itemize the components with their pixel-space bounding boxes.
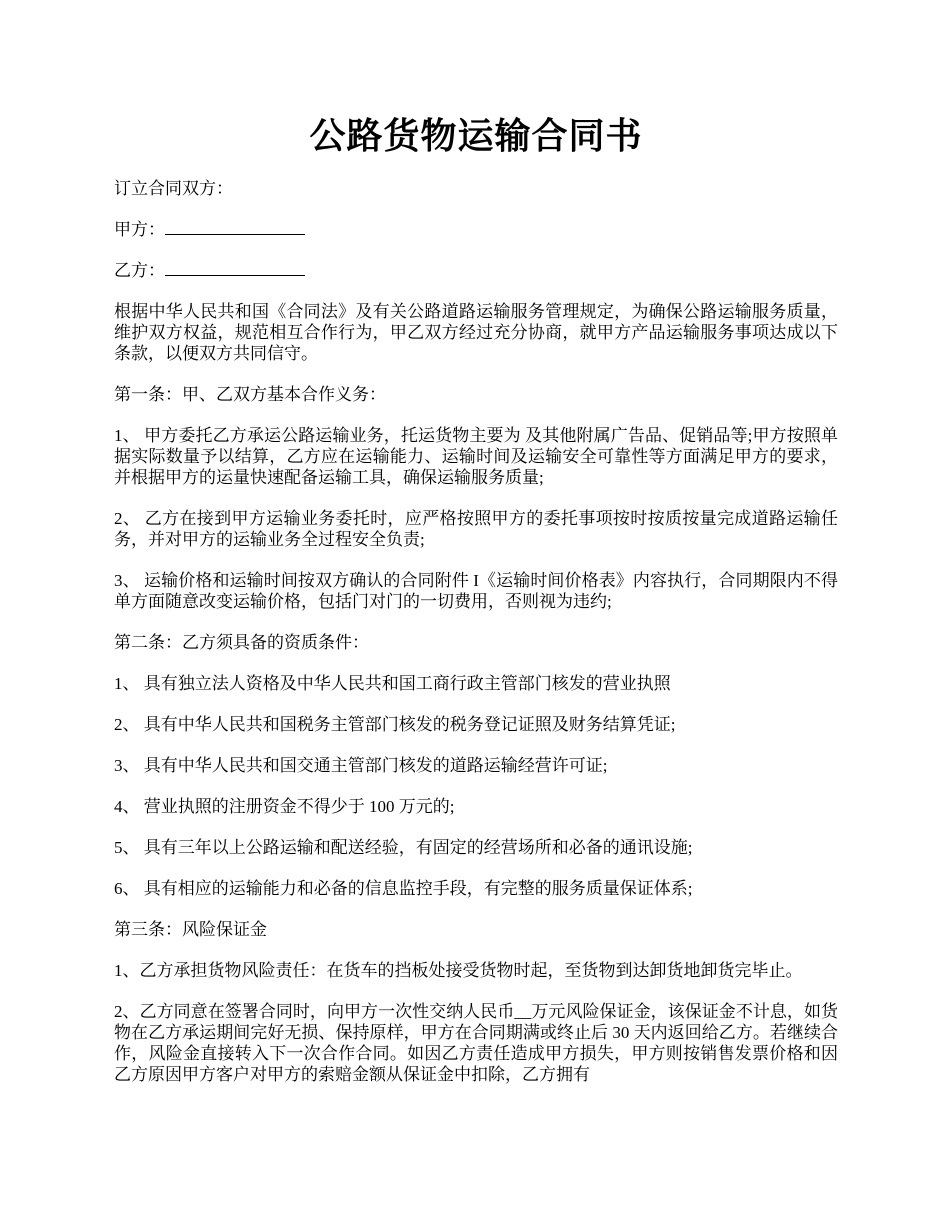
document-title: 公路货物运输合同书 [309, 116, 643, 156]
article-2-item: 1、 具有独立法人资格及中华人民共和国工商行政主管部门核发的营业执照 [114, 674, 671, 693]
article-3-item: 2、乙方同意在签署合同时，向甲方一次性交纳人民币__万元风险保证金，该保证金不计息，如货物在乙方承运期间完好无损、保持原样，甲方在合同期满或终止后 30 天内返回给乙方。若继续合作，风险金直接转入下一次合作合同。如因乙方责任造成甲方损失，甲方则按销售发票价格和因乙方原因甲方客户对甲方的索赔金额从保证金中扣除，乙方拥有 [114, 1002, 838, 1084]
party-a-line [114, 219, 838, 240]
article-1-heading: 第一条：甲、乙双方基本合作义务： [114, 385, 386, 404]
contract-page [114, 110, 838, 1105]
preamble: 根据中华人民共和国《合同法》及有关公路道路运输服务管理规定，为确保公路运输服务质量，维护双方权益，规范相互合作行为，甲乙双方经过充分协商，就甲方产品运输服务事项达成以下条款，以便双方共同信守。 [114, 302, 838, 363]
article-2-item: 2、 具有中华人民共和国税务主管部门核发的税务登记证照及财务结算凭证; [114, 715, 676, 734]
party-b-line [114, 260, 838, 281]
article-1-item: 1、 甲方委托乙方承运公路运输业务，托运货物主要为 及其他附属广告品、促销品等;甲方按照单据实际数量予以结算，乙方应在运输能力、运输时间及运输安全可靠性等方面满足甲方的要求，并根据甲方的运量快速配备运输工具，确保运输服务质量; [114, 426, 838, 487]
party-a-blank [165, 219, 305, 235]
party-b-label: 乙方： [114, 261, 165, 280]
article-2-item: 3、 具有中华人民共和国交通主管部门核发的道路运输经营许可证; [114, 756, 608, 775]
article-3-item: 1、乙方承担货物风险责任：在货车的挡板处接受货物时起，至货物到达卸货地卸货完毕止。 [114, 961, 803, 980]
article-2-item: 4、 营业执照的注册资金不得少于 100 万元的; [114, 797, 455, 816]
party-b-blank [165, 260, 305, 276]
article-1-item: 2、 乙方在接到甲方运输业务委托时，应严格按照甲方的委托事项按时按质按量完成道路运输任务，并对甲方的运输业务全过程安全负责; [114, 509, 838, 549]
party-a-label: 甲方： [114, 220, 165, 239]
parties-intro: 订立合同双方： [114, 179, 233, 198]
article-2-item: 5、 具有三年以上公路运输和配送经验，有固定的经营场所和必备的通讯设施; [114, 838, 693, 857]
article-2-heading: 第二条：乙方须具备的资质条件： [114, 633, 369, 652]
article-3-heading: 第三条：风险保证金 [114, 920, 267, 939]
article-1-item: 3、 运输价格和运输时间按双方确认的合同附件 I《运输时间价格表》内容执行，合同期限内不得单方面随意改变运输价格，包括门对门的一切费用，否则视为违约; [114, 571, 838, 611]
article-2-item: 6、 具有相应的运输能力和必备的信息监控手段，有完整的服务质量保证体系; [114, 879, 693, 898]
